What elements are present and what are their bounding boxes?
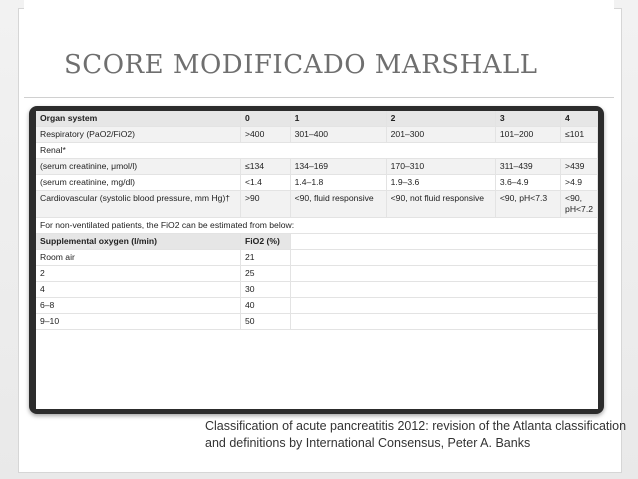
- creatinine-umol-label: (serum creatinine, μmol/l): [36, 159, 241, 175]
- oxygen-row: [36, 250, 598, 266]
- header-score-4: 4: [561, 111, 598, 127]
- table-header-row: [36, 111, 598, 127]
- blank-cell: [290, 234, 597, 250]
- cardiovascular-label: Cardiovascular (systolic blood pressure, mm Hg)†: [36, 191, 241, 218]
- table-cell: 1.9–3.6: [386, 175, 495, 191]
- fio2-value: 30: [241, 282, 291, 298]
- table-row-respiratory: [36, 127, 598, 143]
- score-table-frame: [29, 106, 604, 414]
- table-cell: 201–300: [386, 127, 495, 143]
- table-cell: <1.4: [241, 175, 291, 191]
- oxygen-header-row: [36, 234, 598, 250]
- oxygen-flow: 4: [36, 282, 241, 298]
- header-score-1: 1: [290, 111, 386, 127]
- table-row-cardiovascular: [36, 191, 598, 218]
- blank-cell: [290, 314, 597, 330]
- header-score-0: 0: [241, 111, 291, 127]
- table-cell: ≤101: [561, 127, 598, 143]
- oxygen-row: [36, 298, 598, 314]
- oxygen-flow: Room air: [36, 250, 241, 266]
- blank-cell: [290, 250, 597, 266]
- fio2-estimation-note: For non-ventilated patients, the FiO2 can be estimated from below:: [36, 218, 598, 234]
- oxygen-row: [36, 266, 598, 282]
- header-score-3: 3: [495, 111, 560, 127]
- respiratory-label: Respiratory (PaO2/FiO2): [36, 127, 241, 143]
- table-cell: 1.4–1.8: [290, 175, 386, 191]
- table-cell: >4.9: [561, 175, 598, 191]
- table-cell: >439: [561, 159, 598, 175]
- table-cell: 311–439: [495, 159, 560, 175]
- oxygen-row: [36, 282, 598, 298]
- fio2-value: 50: [241, 314, 291, 330]
- header-organ-system: Organ system: [36, 111, 241, 127]
- fio2-header: FiO2 (%): [241, 234, 291, 250]
- table-row-creatinine-umol: [36, 159, 598, 175]
- table-cell: 3.6–4.9: [495, 175, 560, 191]
- table-cell: ≤134: [241, 159, 291, 175]
- fio2-value: 21: [241, 250, 291, 266]
- citation-text: Classification of acute pancreatitis 2012: revision of the Atlanta classification and definitions by International Consensus, Peter A. Banks: [205, 419, 627, 450]
- blank-cell: [290, 282, 597, 298]
- table-row-creatinine-mg: [36, 175, 598, 191]
- table-cell: 101–200: [495, 127, 560, 143]
- oxygen-row: [36, 314, 598, 330]
- oxygen-header-label: Supplemental oxygen (l/min): [36, 234, 241, 250]
- creatinine-mg-label: (serum creatinine, mg/dl): [36, 175, 241, 191]
- table-cell: 301–400: [290, 127, 386, 143]
- blank-cell: [290, 266, 597, 282]
- table-cell: 134–169: [290, 159, 386, 175]
- fio2-value: 40: [241, 298, 291, 314]
- title-divider: [24, 97, 614, 98]
- table-cell: <90, fluid responsive: [290, 191, 386, 218]
- table-cell: >400: [241, 127, 291, 143]
- renal-label: Renal*: [36, 143, 598, 159]
- score-table-container: [36, 111, 598, 409]
- blank-cell: [290, 298, 597, 314]
- table-cell: 170–310: [386, 159, 495, 175]
- fio2-value: 25: [241, 266, 291, 282]
- table-row-note: [36, 218, 598, 234]
- table-cell: <90, not fluid responsive: [386, 191, 495, 218]
- oxygen-flow: 2: [36, 266, 241, 282]
- table-row-renal: [36, 143, 598, 159]
- marshall-score-table: [36, 111, 598, 330]
- slide-title: SCORE MODIFICADO MARSHALL: [64, 50, 538, 80]
- oxygen-flow: 9–10: [36, 314, 241, 330]
- table-cell: >90: [241, 191, 291, 218]
- oxygen-flow: 6–8: [36, 298, 241, 314]
- table-cell: <90, pH<7.3: [495, 191, 560, 218]
- header-score-2: 2: [386, 111, 495, 127]
- table-cell: <90, pH<7.2: [561, 191, 598, 218]
